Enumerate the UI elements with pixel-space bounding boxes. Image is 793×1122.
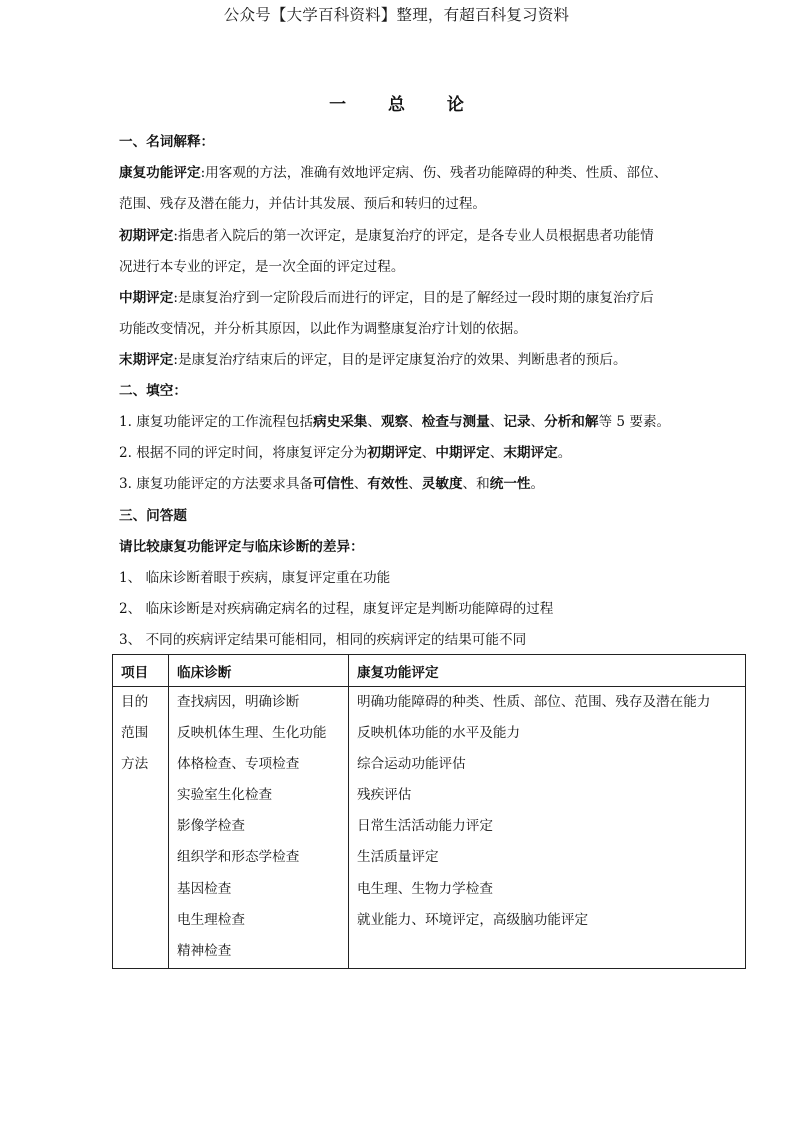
term-1-line2: 范围、残存及潜在能力，并估计其发展、预后和转归的过程。	[119, 196, 487, 212]
term-1-line1	[119, 163, 689, 183]
term-1-name: 康复功能评定	[119, 165, 201, 181]
term-1-def1: 用客观的方法，准确有效地评定病、伤、残者功能障碍的种类、性质、部位、	[205, 165, 668, 181]
fill-q3-a2: 有效性	[367, 476, 409, 492]
fill-q1-s2: 、	[408, 414, 422, 430]
section2-heading: 二、填空：	[119, 383, 187, 399]
fill-q1-a1: 病史采集	[313, 414, 368, 430]
term-3-name: 中期评定	[119, 290, 174, 306]
item-column	[113, 687, 169, 969]
term-4-sep: :	[173, 352, 178, 368]
fill-q3-a1: 可信性	[313, 476, 354, 492]
rehab-cell: 反映机体功能的水平及能力	[357, 725, 521, 742]
clinical-cell: 体格检查、专项检查	[177, 756, 300, 773]
fill-q1-s3: 、	[489, 414, 504, 430]
term-2-sep: :	[173, 228, 178, 244]
answer-3: 3、 不同的疾病评定结果可能相同，相同的疾病评定的结果可能不同	[119, 632, 527, 648]
clinical-cell: 基因检查	[177, 880, 232, 897]
rehab-cell: 生活质量评定	[357, 849, 439, 866]
rehab-column	[349, 687, 746, 969]
term-2-line2: 况进行本专业的评定，是一次全面的评定过程。	[119, 259, 405, 275]
fill-q3-a4: 统一性	[489, 476, 531, 492]
clinical-cell: 精神检查	[177, 942, 232, 959]
fill-q1-a5: 分析和解	[544, 414, 599, 430]
term-2-def1: 指患者入院后的第一次评定，是康复治疗的评定，是各专业人员根据患者功能情	[177, 228, 654, 244]
fill-q3-pre: 3. 康复功能评定的方法要求具备	[119, 476, 314, 492]
term-3-def1: 是康复治疗到一定阶段后而进行的评定，目的是了解经过一段时期的康复治疗后	[177, 290, 654, 306]
answer-1: 1、 临床诊断着眼于疾病，康复评定重在功能	[119, 570, 391, 586]
fill-q1-s1: 、	[367, 414, 381, 430]
clinical-cell: 组织学和形态学检查	[177, 849, 300, 866]
section1-heading: 一、名词解释：	[119, 134, 215, 150]
term-2-line1	[119, 226, 689, 246]
fill-q2-post: 。	[557, 445, 572, 461]
rehab-cell: 电生理、生物力学检查	[357, 880, 493, 897]
item-cell: 方法	[121, 756, 149, 773]
fill-q1	[119, 412, 689, 432]
fill-q1-a4: 记录	[503, 414, 531, 430]
comparison-table	[112, 654, 746, 969]
term-4-line1	[119, 350, 689, 370]
rehab-cell: 日常生活活动能力评定	[357, 818, 493, 835]
item-cell: 范围	[121, 725, 149, 742]
table-header-clinical: 临床诊断	[169, 655, 349, 687]
clinical-cell: 电生理检查	[177, 911, 245, 928]
fill-q3	[119, 474, 689, 494]
fill-q3-a3: 灵敏度	[421, 476, 463, 492]
item-cell: 目的	[121, 694, 149, 710]
fill-q3-post: 。	[530, 476, 545, 492]
rehab-cell: 明确功能障碍的种类、性质、部位、范围、残存及潜在能力	[357, 694, 711, 710]
page-header: 公众号【大学百科资料】整理，有超百科复习资料	[223, 6, 570, 24]
term-2-name: 初期评定	[119, 228, 174, 244]
table-header-row	[113, 655, 746, 687]
table-header-item: 项目	[113, 655, 169, 687]
fill-q2-a3: 末期评定	[503, 445, 558, 461]
fill-q2-s1: 、	[421, 445, 436, 461]
page-title: 一 总 论	[329, 95, 482, 115]
fill-q3-s3: 、和	[462, 476, 490, 492]
fill-q2-a1: 初期评定	[367, 445, 422, 461]
fill-q2-s2: 、	[489, 445, 504, 461]
clinical-cell: 实验室生化检查	[177, 787, 273, 804]
rehab-cell: 残疾评估	[357, 787, 412, 804]
clinical-column	[169, 687, 349, 969]
section3-question: 请比较康复功能评定与临床诊断的差异：	[119, 539, 364, 555]
term-1-sep: :	[200, 165, 206, 181]
fill-q1-s4: 、	[530, 414, 545, 430]
section3-heading: 三、问答题	[119, 508, 187, 524]
clinical-cell: 查找病因，明确诊断	[177, 694, 300, 710]
term-3-line2: 功能改变情况，并分析其原因，以此作为调整康复治疗计划的依据。	[119, 321, 527, 337]
fill-q3-s2: 、	[408, 476, 422, 492]
fill-q3-s1: 、	[353, 476, 368, 492]
rehab-cell: 就业能力、环境评定，高级脑功能评定	[357, 911, 589, 928]
answer-2: 2、 临床诊断是对疾病确定病名的过程，康复评定是判断功能障碍的过程	[119, 601, 554, 617]
fill-q1-a2: 观察	[380, 414, 409, 430]
fill-q1-pre: 1. 康复功能评定的工作流程包括	[119, 414, 314, 430]
term-3-sep: :	[173, 290, 178, 306]
clinical-cell: 反映机体生理、生化功能	[177, 725, 327, 742]
fill-q1-post: 等 5 要素。	[598, 414, 671, 430]
clinical-cell: 影像学检查	[177, 818, 245, 835]
table-header-rehab: 康复功能评定	[349, 655, 746, 687]
term-4-def1: 是康复治疗结束后的评定，目的是评定康复治疗的效果、判断患者的预后。	[177, 352, 627, 368]
fill-q2-a2: 中期评定	[435, 445, 490, 461]
fill-q2	[119, 443, 689, 463]
fill-q1-a3: 检查与测量	[421, 414, 490, 430]
term-3-line1	[119, 288, 689, 308]
rehab-cell: 综合运动功能评估	[357, 756, 466, 773]
fill-q2-pre: 2. 根据不同的评定时间，将康复评定分为	[119, 445, 368, 461]
term-4-name: 末期评定	[119, 352, 174, 368]
table-row	[113, 687, 746, 969]
